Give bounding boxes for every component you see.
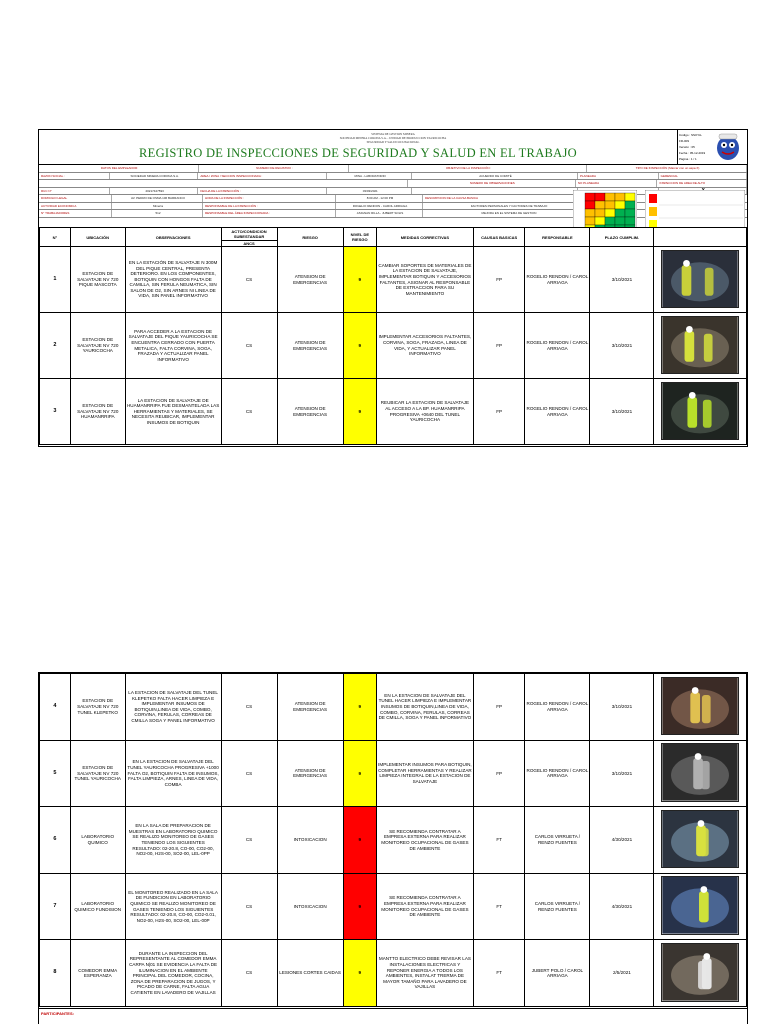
meta-label: DATOS DEL EMPLEADOR: xyxy=(39,165,199,172)
meta-label: ACTIVIDAD ECONOMICA xyxy=(39,203,112,210)
row-number: 4 xyxy=(40,674,71,741)
meta-label: NUMERO DE OBSERVACIONES xyxy=(408,180,576,187)
row-acto: CS xyxy=(221,940,277,1007)
meta-label: FECHA DE LA INSPECCIÓN : xyxy=(198,188,327,195)
meta-value: AV. PEDRO DE OSMA 106 BARRANCO xyxy=(112,195,203,202)
row-observacion: DURANTE LA INSPECCION DEL REPRESENTANTE AL COMEDOR EMMA CARPA N|01 SE EVIDENCIA LA FALTA DE ILUMINACION EN EL AMBIENTE PRINCIPAL DEL COMEDOR, COCINA, ZONA DE PREPARACION DE JUGOS, Y PICADO DE CARNE, FALTA AGUA CATIENTE EN LAVADERO DE VAJILLAS xyxy=(125,940,221,1007)
row-number: 8 xyxy=(40,940,71,1007)
form-header xyxy=(39,130,747,165)
row-medida: SE RECOMIENDA CONTRATAR A EMPRESA EXTERNA PARA REALIZAR MONITOREO OCUPACIONAL DE GASES DE AMBIENTE xyxy=(376,873,473,940)
row-riesgo: INTOXICACION xyxy=(277,807,343,874)
row-plazo: 3/10/2021 xyxy=(590,674,654,741)
row-number: 6 xyxy=(40,807,71,874)
row-causa: FT xyxy=(473,940,524,1007)
row-observacion: EN LA SALA DE PREPARACION DE MUESTRAS EN LABORATORIO QUIMICO SE REALIZO MONITOREO DE GASES TENIENDO LOS SIGUIENTES RESULTADO: 02-20.8, CO-00, CO2-00, NO2-00, H2S-00, SO2-00, LEL-0PP xyxy=(125,807,221,874)
row-riesgo: ATENSION DE EMERGENCIAS xyxy=(277,379,343,445)
inspection-photo xyxy=(661,943,739,1002)
meta-label: TIPO DE INSPECCIÓN (Marcar con un aspa X) xyxy=(587,165,747,172)
row-acto: CS xyxy=(221,313,277,379)
row-medida: CAMBIAR SOPORTES DE MATERIALES DE LA ESTACION DE SALVATAJE, IMPLEMENTAR BOTIQUIN Y ACCESORIOS FALTANTES, ASIGNAR AL RESPONSABLE DE EXTRACCION PARA SU MANTENIMIENTO xyxy=(376,247,473,313)
row-ubicacion: ESTACION DE SALVATAJE NV 720 YAURICOCHA xyxy=(70,313,125,379)
meta-label: PLANEADA xyxy=(578,173,659,180)
document-code-box xyxy=(677,130,707,164)
header-acto-label: ACTO/CONDICION SUBESTANDAR xyxy=(231,228,267,239)
code-line: Página : 1 / 1 xyxy=(679,157,697,161)
row-causa: FP xyxy=(473,247,524,313)
meta-label: RESPONSABLE DE LA INSPECCIÓN : xyxy=(203,203,336,210)
row-acto: CS xyxy=(221,807,277,874)
row-responsable: ROGELIO RENDON / CAROL ARRIAGA xyxy=(525,313,590,379)
header-riesgo: RIESGO xyxy=(277,228,343,247)
meta-label: AREA / ZONA / SECCION INSPECCIONADA : xyxy=(198,173,327,180)
row-acto: CS xyxy=(221,873,277,940)
header-acto-sub: ANCS xyxy=(222,240,277,246)
meta-value: Minería xyxy=(112,203,203,210)
meta-label: NUMERO DE REGISTRO : xyxy=(199,165,349,172)
row-causa: FP xyxy=(473,379,524,445)
meta-value: ASIGNAN RILLA - JUBERT SOLIS xyxy=(336,210,423,217)
meta-row xyxy=(39,195,747,203)
row-causa: FP xyxy=(473,313,524,379)
row-photo-cell xyxy=(654,674,747,741)
row-riesgo: LESIONES CORTES CAIDAS xyxy=(277,940,343,1007)
header-n: N° xyxy=(40,228,71,247)
row-ubicacion: ESTACION DE SALVATAJE NV 720 TUNEL YAURICOCHA xyxy=(70,740,125,807)
meta-row xyxy=(39,203,747,211)
row-photo-cell xyxy=(654,740,747,807)
row-medida: SE RECOMIENDA CONTRATAR A EMPRESA EXTERNA PARA REALIZAR MONITOREO OCUPACIONAL DE GASES DE AMBIENTE xyxy=(376,807,473,874)
row-acto: CS xyxy=(221,379,277,445)
row-nivel: 9 xyxy=(343,940,376,1007)
row-responsable: CARLOS VIRRUETA / RENZO FUENTES xyxy=(525,807,590,874)
meta-value: MINA - LABORATORIO xyxy=(327,173,412,180)
row-nivel: 9 xyxy=(343,247,376,313)
row-photo-cell xyxy=(654,247,747,313)
header-responsable: RESPONSABLE xyxy=(525,228,590,247)
meta-row xyxy=(39,180,747,188)
header-photo xyxy=(654,228,747,247)
meta-label: RAZON SOCIAL : xyxy=(39,173,110,180)
code-line: Fecha : 05-12-2019 xyxy=(679,151,706,155)
meta-value: 8:00 AM - 12:00 PM xyxy=(336,195,423,202)
meta-label: OBJETIVO DE LA INSPECCIÓN : xyxy=(349,165,587,172)
row-causa: FP xyxy=(473,740,524,807)
meta-row xyxy=(39,165,747,173)
row-ubicacion: COMEDOR EMMA ESPERANZA xyxy=(70,940,125,1007)
meta-value: SOCIEDAD MINERA CORONA S.A. xyxy=(110,173,198,180)
header-small-line: SOCIEDAD MINERA CORONA S.A. - UNIDAD DE PRODUCCION YAURICOCHA xyxy=(339,136,447,140)
inspection-table xyxy=(39,227,747,445)
row-causa: FT xyxy=(473,873,524,940)
row-responsable: ROGELIO RENDON / CAROL ARRIAGA xyxy=(525,379,590,445)
code-line: Versión : 05 xyxy=(679,145,695,149)
inspection-photo xyxy=(661,250,739,308)
header-medidas: MEDIDAS CORRECTIVAS xyxy=(376,228,473,247)
row-responsable: JUBERT POLO / CAROL ARRIAGA xyxy=(525,940,590,1007)
row-photo-cell xyxy=(654,807,747,874)
row-photo-cell xyxy=(654,873,747,940)
table-row xyxy=(40,873,747,940)
meta-row xyxy=(39,173,747,181)
participants-label: PARTICIPANTES: xyxy=(39,1008,747,1019)
header-small-line: SISTEMA DE GESTION MINERA xyxy=(371,132,415,136)
row-observacion: LA ESTACION DE SALVATAJE DE HUAMANRRIPA FUE DESMANTELADA LAS HERRAMIENTAS Y MATERIALES, SE NECESITA REUBICAR, IMPLEMENTAR INSUMOS DE BOTIQUIN xyxy=(125,379,221,445)
meta-label: NO PLANEADA xyxy=(576,180,658,187)
row-responsable: CARLOS VIRRUETA / RENZO FUENTES xyxy=(525,873,590,940)
row-medida: IMPLEMENTAR INSUMOS PARA BOTIQUIN, COMPLETAR HERRAMIENTAS Y REALIZAR LIMPIEZA INTEGRAL DE LA ESTACION DE SALVATAJE xyxy=(376,740,473,807)
row-responsable: ROGELIO RENDON / CAROL ARRIAGA xyxy=(525,247,590,313)
row-nivel: 9 xyxy=(343,313,376,379)
header-causas: CAUSAS BASICAS xyxy=(473,228,524,247)
row-riesgo: ATENSION DE EMERGENCIAS xyxy=(277,247,343,313)
table-row xyxy=(40,674,747,741)
row-number: 2 xyxy=(40,313,71,379)
row-photo-cell xyxy=(654,940,747,1007)
row-responsable: ROGELIO RENDON / CAROL ARRIAGA xyxy=(525,674,590,741)
meta-label: DESCRIPCION DE LA CAUSA BASICA xyxy=(423,195,594,202)
meta-label: N° TRABAJADORES xyxy=(39,210,112,217)
table-row xyxy=(40,740,747,807)
meta-label: RESPONSABLE DEL ÁREA INSPECCIONADA : xyxy=(203,210,336,217)
row-nivel: 9 xyxy=(343,674,376,741)
row-number: 3 xyxy=(40,379,71,445)
row-observacion: EN LA ESTACIÓN DE SALVATAJE N 300M DEL PIQUE CENTRAL, PRESENTA DETERIORO. EN LOS COMPONENTES, BOTIQUIN CON HONGOS FALTA DE CAMILLA, SIN FERULA NEUMATICA, SIN SALON DE O2, SIN ARNES NI LINEA DE VIDA, SIN PANEL INFORMATIVO xyxy=(125,247,221,313)
row-medida: IMPLEMENTAR ACCESORIOS FALTANTES, CORVINA, SOGA, FRAZADA, LINEA DE VIDA, Y ACTUALIZAR PANEL INFORMATIVO xyxy=(376,313,473,379)
row-riesgo: ATENSION DE EMERGENCIAS xyxy=(277,674,343,741)
table-row xyxy=(40,247,747,313)
row-riesgo: ATENSION DE EMERGENCIAS xyxy=(277,313,343,379)
row-riesgo: ATENSION DE EMERGENCIAS xyxy=(277,740,343,807)
table-body xyxy=(40,674,747,1007)
row-nivel: 9 xyxy=(343,807,376,874)
row-plazo: 3/10/2021 xyxy=(590,379,654,445)
inspection-photo xyxy=(661,382,739,440)
header-observaciones: OBSERVACIONES xyxy=(125,228,221,247)
row-causa: FP xyxy=(473,674,524,741)
row-observacion: LA ESTACION DE SALVATAJE DEL TUNEL KLEPETKO FALTA HACER LIMPIEZA E IMPLEMENTAR INSUMOS DE BOTIQUIN,LINEA DE VIDA, COMBO, CORVINA, FERULAS, CORREAS DE CMILLA SOGA Y PANEL INFORMATIVO xyxy=(125,674,221,741)
row-ubicacion: ESTACION DE SALVATAJE NV 720 PIQUE MASCOTA xyxy=(70,247,125,313)
row-plazo: 4/30/2021 xyxy=(590,873,654,940)
row-medida: MANTTO ELECTRICO DEBE REVISAR LAS INSTALACIONES ELECTRICAS Y REPONER ENERGIA A TODOS LOS AMBIENTES, INSTALAT TRERMA DE MAYOR TAMAÑO PARA LAVADERO DE VAJILLAS xyxy=(376,940,473,1007)
row-number: 5 xyxy=(40,740,71,807)
row-acto: CS xyxy=(221,247,277,313)
row-plazo: 2/5/2021 xyxy=(590,940,654,1007)
inspection-photo xyxy=(661,743,739,802)
inspection-sheet-page-1 xyxy=(38,129,748,447)
row-ubicacion: LABORATORIO QUIMICO FUNDISION xyxy=(70,873,125,940)
header-plazo: PLAZO CUMPLIM. xyxy=(590,228,654,247)
meta-value: 03/03/2021 xyxy=(327,188,412,195)
table-row xyxy=(40,940,747,1007)
row-photo-cell xyxy=(654,379,747,445)
row-photo-cell xyxy=(654,313,747,379)
inspection-photo xyxy=(661,876,739,935)
header-ubicacion: UBICACIÓN xyxy=(70,228,125,247)
code-line: Código : SSOYA-FR-009 xyxy=(679,133,703,143)
meta-value: 512 xyxy=(112,210,203,217)
row-medida: REUBICAR LA ESTACION DE SALVATAJE AL ACCESO A LA BP. HUAMANRRIPA PROGRESIVA +0640 DEL TUNEL YAURICOCHA xyxy=(376,379,473,445)
meta-label: RUC N° xyxy=(39,188,110,195)
row-nivel: 9 xyxy=(343,740,376,807)
row-causa: FT xyxy=(473,807,524,874)
meta-row xyxy=(39,210,747,218)
row-observacion: EL MONITOREO REALIZADO EN LA SALA DE FUNDICION EN LABORATORIO QUIMICO SE REALIZO MONITOREO DE GASES TENIENDO LOS SIGUIENTES RESULTADO: 02-20.8, CO-00, CO2-0.01, NO2-00, H2S-00, SO2-00, LEL-00P xyxy=(125,873,221,940)
row-ubicacion: LABORATORIO QUIMICO xyxy=(70,807,125,874)
row-number: 7 xyxy=(40,873,71,940)
row-plazo: 4/30/2021 xyxy=(590,807,654,874)
inspection-photo xyxy=(661,677,739,736)
row-plazo: 3/10/2021 xyxy=(590,247,654,313)
table-row xyxy=(40,807,747,874)
meta-label: GERENCIAL xyxy=(659,173,747,180)
row-number: 1 xyxy=(40,247,71,313)
meta-label: INSPECCION DE AREA DE ALTO xyxy=(657,180,747,187)
meta-value: 20217427593 xyxy=(110,188,198,195)
row-observacion: PARA ACCEDER A LA ESTACION DE SALVATAJE DEL PIQUE YAURICOCHA SE ENCUENTRA CERRADO CON PUERTA METALICA, FALTA CORVINA, SOGA, FRAZADA Y ACTUALIZAR PANEL INFORMATIVO xyxy=(125,313,221,379)
inspection-photo xyxy=(661,810,739,869)
meta-row xyxy=(39,188,747,196)
row-nivel: 9 xyxy=(343,379,376,445)
row-acto: CS xyxy=(221,740,277,807)
meta-value: FACTORES PERSONALES Y FACTORES DE TRABAJO xyxy=(423,203,594,210)
form-title: REGISTRO DE INSPECCIONES DE SEGURIDAD Y SALUD EN EL TRABAJO xyxy=(139,146,577,160)
meta-label: HORA DE LA INSPECCIÓN : xyxy=(203,195,336,202)
table-body xyxy=(40,247,747,445)
row-plazo: 3/10/2021 xyxy=(590,313,654,379)
header-nivel: NIVEL DE RIESGO xyxy=(343,228,376,247)
inspection-photo xyxy=(661,316,739,374)
meta-value: ROGELIO RENDON - CAROL ARRIAGA xyxy=(336,203,423,210)
row-observacion: EN LA ESTACION DE SALVATAJE DEL TUNEL YAURICOCHA PROGRESIVA +1000 FALTA O2, BOTIQUIN FALTA DE INSUMOS, FALTA LIMPIEZA, ARNES, LINEA DE VIDA, COMBA xyxy=(125,740,221,807)
row-responsable: ROGELIO RENDON / CAROL ARRIAGA xyxy=(525,740,590,807)
inspection-sheet-page-2 xyxy=(38,672,748,1024)
inspection-table xyxy=(39,673,747,1007)
table-row xyxy=(40,379,747,445)
row-nivel: 9 xyxy=(343,873,376,940)
table-row xyxy=(40,313,747,379)
company-mascot-logo-icon xyxy=(711,132,745,162)
row-medida: EN LA ESTACION DE SALVATAJE DEL TUNEL HACER LIMPIEZA E IMPLEMENTAR INSUMOS DE BOTIQUIN,LINEA DE VIDA, COMBO, CORVINA, FERULAS, CORREAS DE CMILLA, SOGA Y PANEL INFORMATIVO xyxy=(376,674,473,741)
header-small-line: SEGURIDAD Y SALUD OCUPACIONAL xyxy=(366,140,420,144)
row-ubicacion: ESTACION DE SALVATAJE NV 720 TUNEL KLEPETKO xyxy=(70,674,125,741)
header-acto-condicion xyxy=(221,228,277,247)
row-plazo: 3/10/2021 xyxy=(590,740,654,807)
meta-label: DOMICILIO LEGAL xyxy=(39,195,112,202)
row-acto: CS xyxy=(221,674,277,741)
row-ubicacion: ESTACION DE SALVATAJE NV 720 HUAMANRRIPA xyxy=(70,379,125,445)
meta-value: MEJORA EN EL SISTEMA DE GESTION xyxy=(423,210,594,217)
row-riesgo: INTOXICACION xyxy=(277,873,343,940)
meta-value: ACUERDO DE COMITÉ xyxy=(412,173,578,180)
